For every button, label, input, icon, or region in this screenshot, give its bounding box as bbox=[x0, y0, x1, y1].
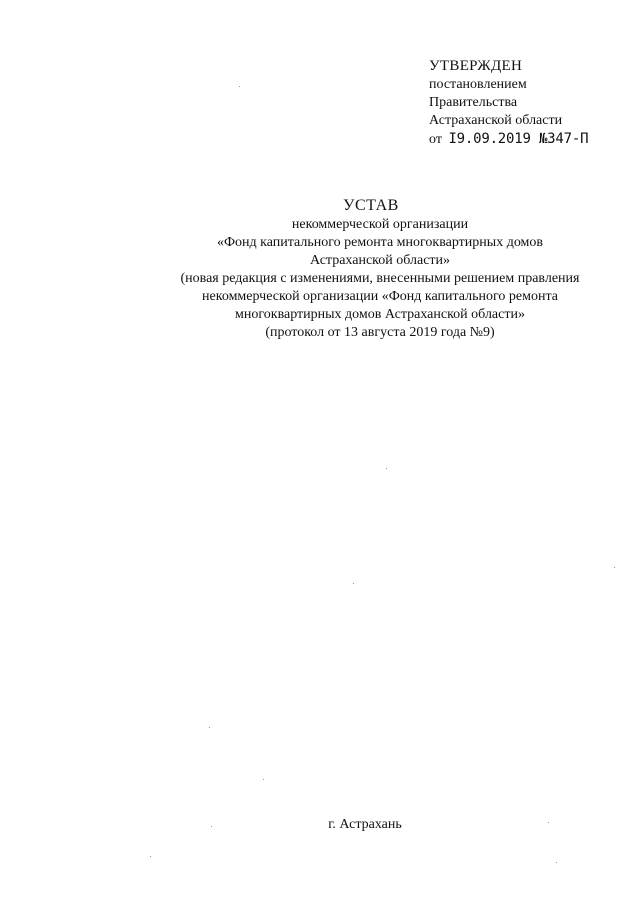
approval-line: Астраханской области bbox=[429, 113, 563, 128]
document-title-block bbox=[130, 197, 630, 342]
scan-speck bbox=[263, 779, 264, 780]
scan-speck bbox=[209, 727, 210, 728]
approval-line: Правительства bbox=[429, 95, 518, 110]
approval-heading: УТВЕРЖДЕН bbox=[429, 58, 523, 74]
document-subtitle-line: «Фонд капитального ремонта многоквартирных домов bbox=[216, 235, 544, 250]
approval-line: постановлением bbox=[429, 77, 527, 92]
scan-speck bbox=[211, 826, 212, 827]
approval-stamp-block bbox=[429, 57, 629, 149]
document-subtitle-line: (протокол от 13 августа 2019 года №9) bbox=[265, 325, 495, 340]
document-subtitle-line: многоквартирных домов Астраханской области» bbox=[235, 307, 525, 322]
scan-speck bbox=[353, 583, 354, 584]
document-subtitle-line: некоммерческой организации bbox=[291, 217, 469, 232]
scan-speck bbox=[614, 567, 615, 568]
document-subtitle-line: (новая редакция с изменениями, внесенными решением правления bbox=[180, 271, 580, 286]
scan-speck bbox=[386, 468, 387, 469]
document-subtitle-line: Астраханской области» bbox=[309, 253, 451, 268]
document-subtitle-line: некоммерческой организации «Фонд капитального ремонта bbox=[202, 289, 558, 304]
scan-speck bbox=[548, 822, 549, 823]
document-title: УСТАВ bbox=[343, 197, 399, 214]
city-name: г. Астрахань bbox=[328, 817, 402, 832]
scan-speck bbox=[239, 86, 240, 87]
scan-speck bbox=[150, 856, 151, 857]
approval-decree-line bbox=[429, 130, 629, 149]
scan-speck bbox=[556, 862, 557, 863]
decree-date-number: I9.09.2019 №347-П bbox=[448, 131, 589, 147]
decree-prefix: от bbox=[429, 132, 442, 147]
